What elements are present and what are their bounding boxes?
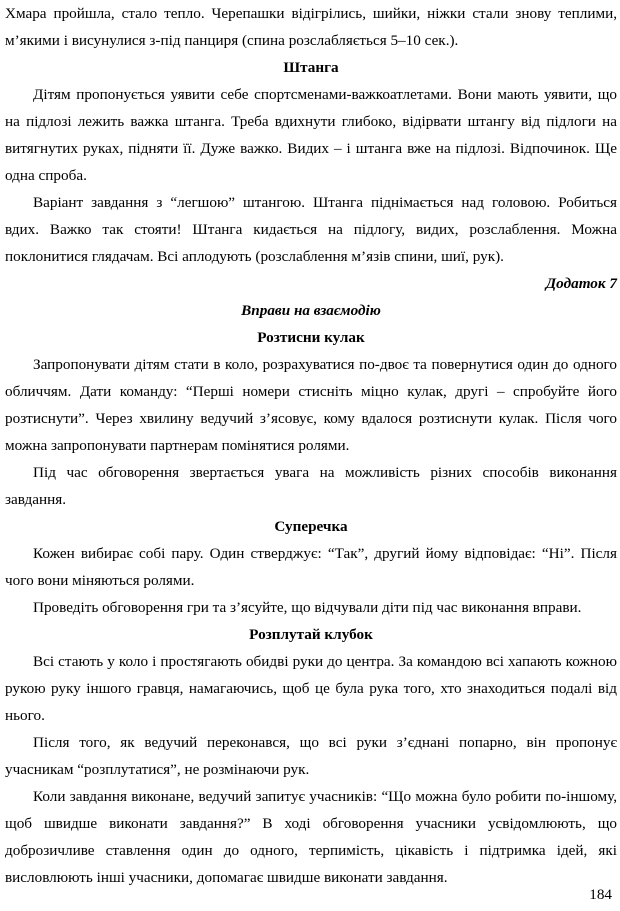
page-content <box>5 0 617 891</box>
section-heading-tangle: Розплутай клубок <box>249 626 373 643</box>
paragraph-tangle-discussion: Коли завдання виконане, ведучий запитує учасників: “Що можна було робити по-іншому, щоб швидше виконати завдання?” В ході обговорення учасники усвідомлюють, що доброзичливе ставлення один до одного, терпимість, цікавість і підтримка ідей, які висловлюють інші учасники, допомагає швидше виконати завдання. <box>5 788 617 886</box>
paragraph-fist-instructions: Запропонувати дітям стати в коло, розрахуватися по-двоє та повернутися один до одного обличчям. Дати команду: “Перші номери стисніть міцно кулак, другі – спробуйте його розтиснути”. Через хвилину ведучий з’ясовує, кому вдалося розтиснути кулак. Після чого можна запропонувати партнерам помінятися ролями. <box>5 356 617 454</box>
paragraph-argument-instructions: Кожен вибирає собі пару. Один стверджує: “Так”, другий йому відповідає: “Ні”. Після чого вони міняються ролями. <box>5 545 617 589</box>
paragraph-turtles-end: Хмара пройшла, стало тепло. Черепашки відігрілись, шийки, ніжки стали знову теплими, м’якими і висунулися з-під панциря (спина розслабляється 5–10 сек.). <box>5 5 617 49</box>
section-heading-argument: Суперечка <box>274 518 348 535</box>
paragraph-barbell-variant: Варіант завдання з “легшою” штангою. Штанга піднімається над головою. Робиться вдих. Важко так стояти! Штанга кидається на підлогу, видих, розслаблення. Можна поклонитися глядачам. Всі аплодують (розслаблення м’язів спини, шиї, рук). <box>5 194 617 265</box>
chapter-heading-interaction: Вправи на взаємодію <box>241 302 381 319</box>
paragraph-tangle-untangle: Після того, як ведучий переконався, що всі руки з’єднані попарно, він пропонує учасникам “розплутатися”, не розмінаючи рук. <box>5 734 617 778</box>
page-number: 184 <box>589 886 612 903</box>
paragraph-fist-discussion: Під час обговорення звертається увага на можливість різних способів виконання завдання. <box>5 464 617 508</box>
appendix-label: Додаток 7 <box>545 275 617 292</box>
section-heading-fist: Розтисни кулак <box>257 329 365 346</box>
paragraph-barbell-intro: Дітям пропонується уявити себе спортсменами-важкоатлетами. Вони мають уявити, що на підлозі лежить важка штанга. Треба вдихнути глибоко, відірвати штангу від підлоги на витягнутих руках, підняти її. Дуже важко. Видих – і штанга вже на підлозі. Відпочинок. Ще одна спроба. <box>5 86 617 184</box>
paragraph-argument-discussion: Проведіть обговорення гри та з’ясуйте, що відчували діти під час виконання вправи. <box>33 599 582 616</box>
paragraph-tangle-instructions: Всі стають у коло і простягають обидві руки до центра. За командою всі хапають кожною рукою руку іншого гравця, намагаючись, щоб це була рука того, хто знаходиться подалі від нього. <box>5 653 617 724</box>
section-heading-barbell: Штанга <box>283 59 339 76</box>
